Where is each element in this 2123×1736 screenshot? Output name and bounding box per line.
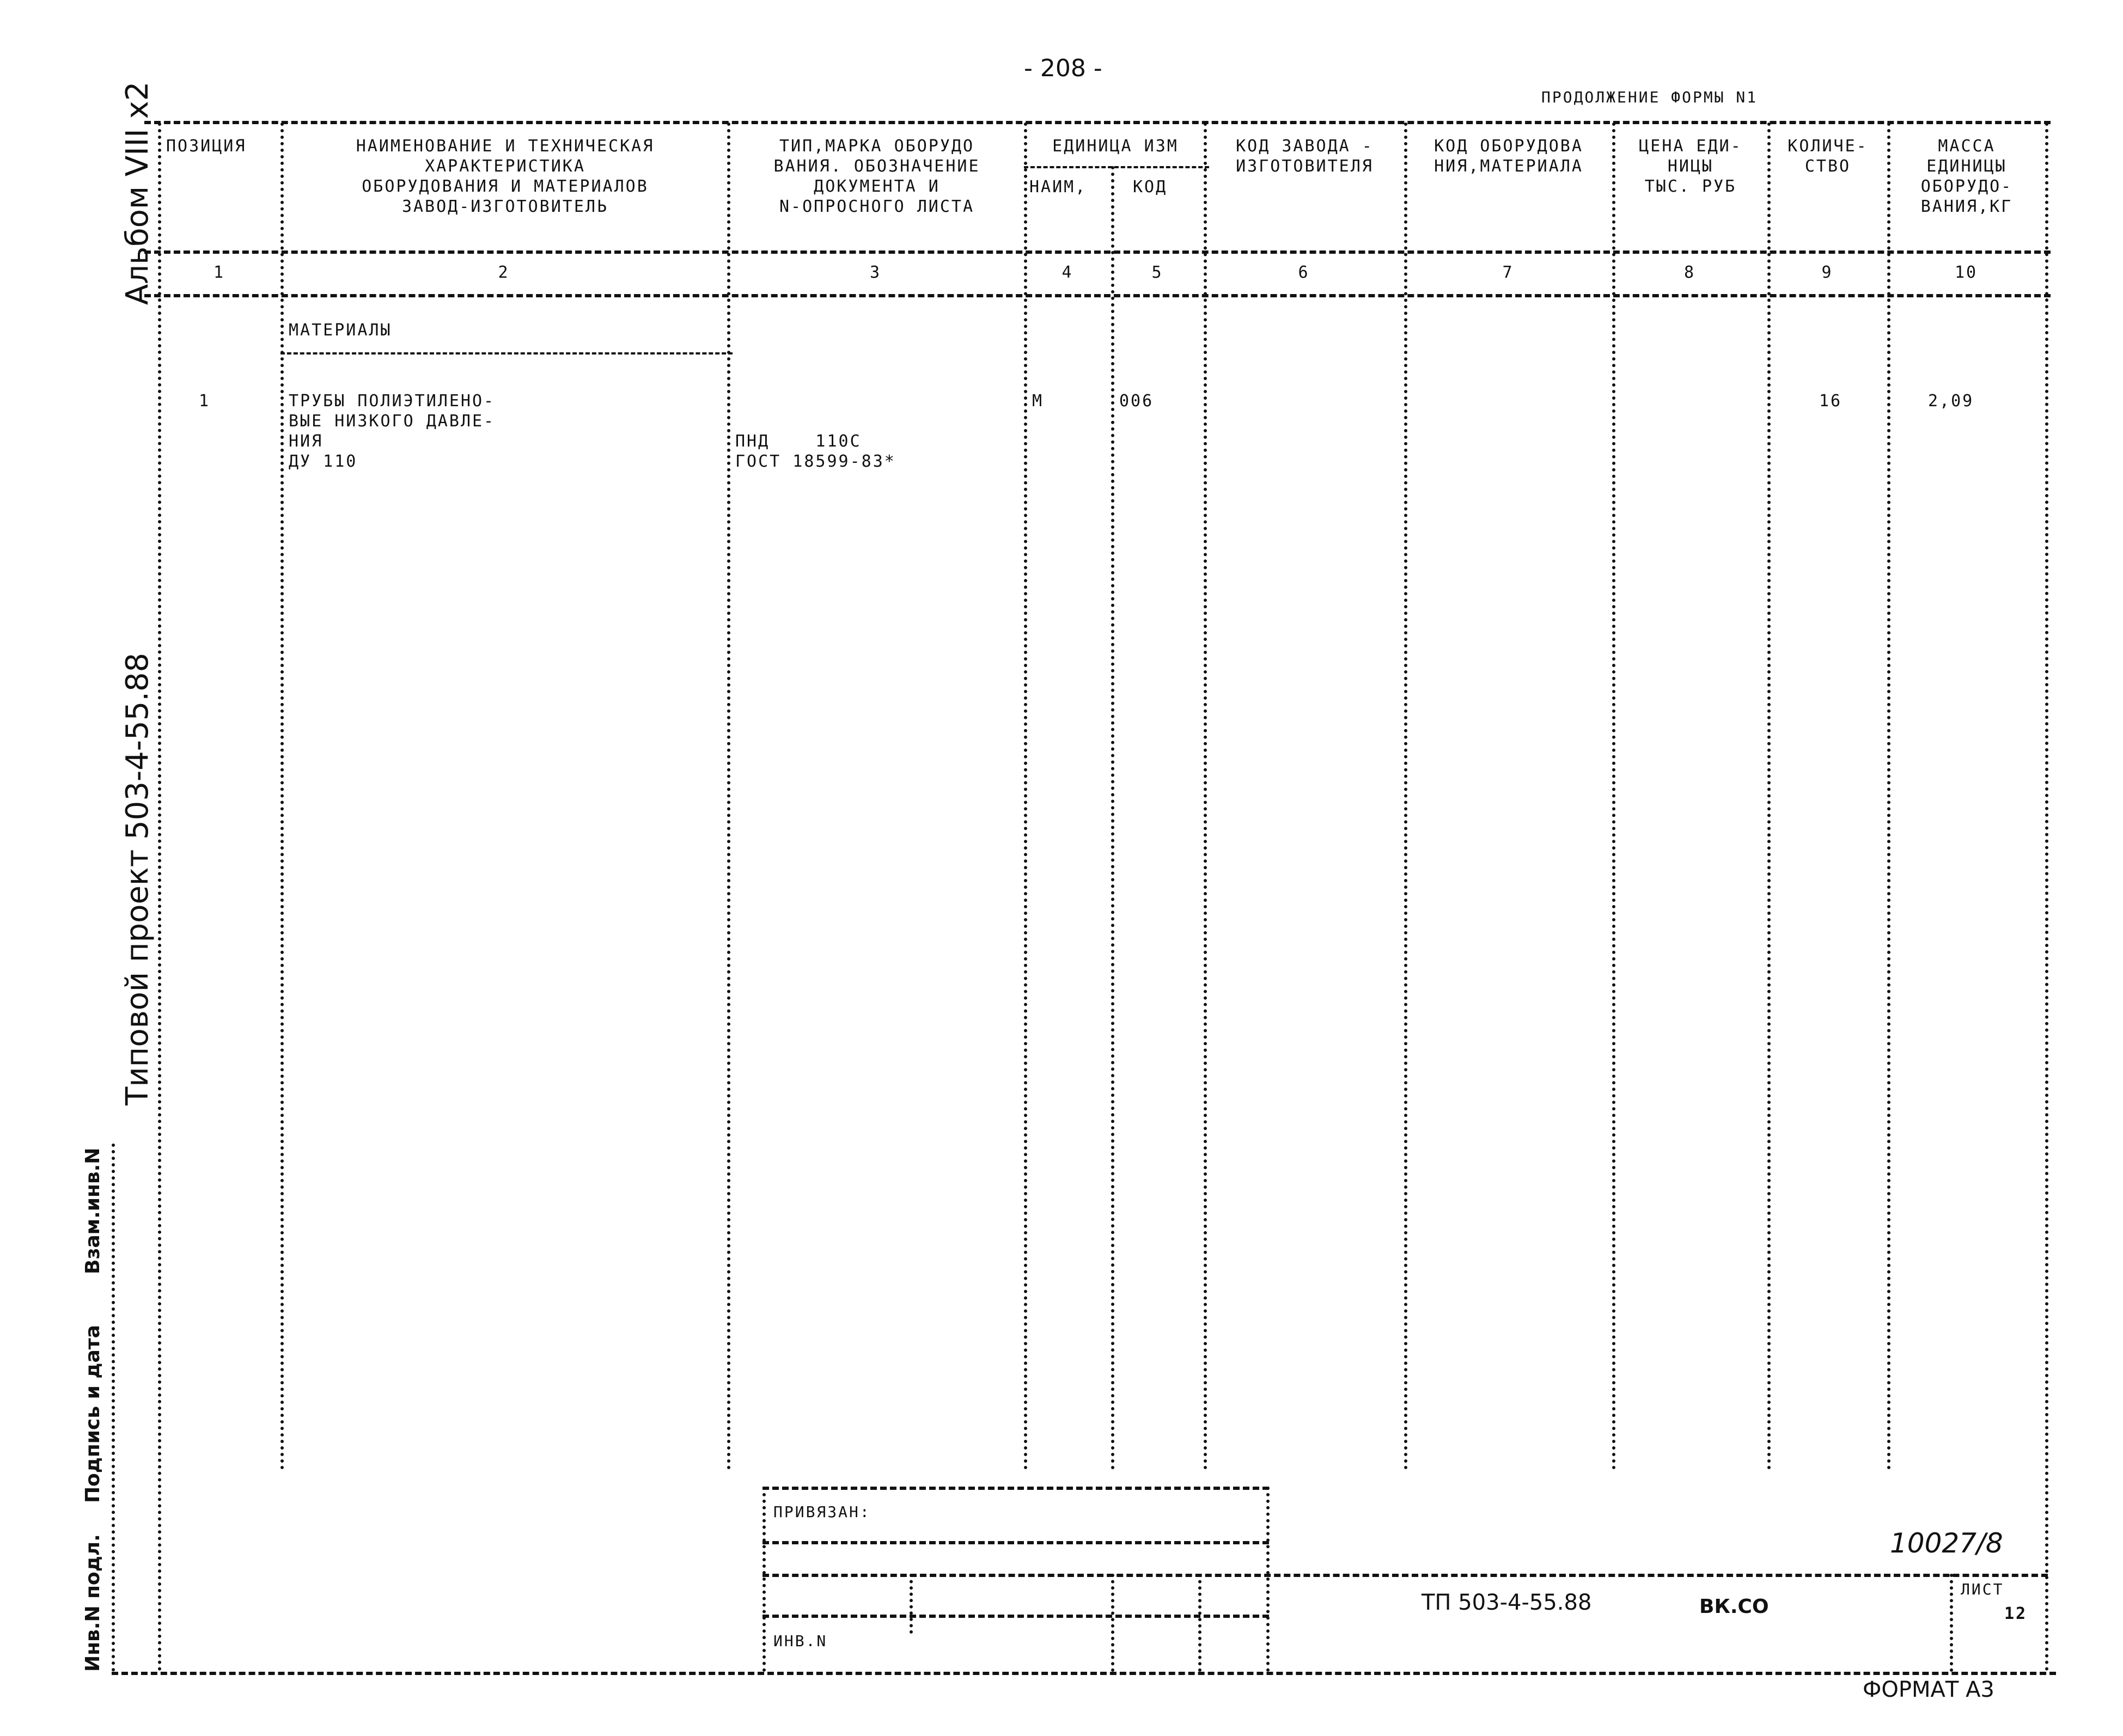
column-divider-5-6	[1204, 123, 1207, 1470]
column-number-1: 1	[213, 263, 225, 282]
table-left-border	[158, 123, 161, 1672]
column-divider-3-4	[1024, 123, 1027, 1470]
stamp-cell-divider-1	[910, 1574, 913, 1634]
column-number-4: 4	[1062, 263, 1073, 282]
table-right-border	[2045, 123, 2048, 1672]
column-divider-7-8	[1612, 123, 1615, 1470]
stamp-privyazan: ПРИВЯЗАН:	[773, 1503, 871, 1521]
section-title-underline	[280, 352, 733, 354]
page-bottom-border	[112, 1672, 2056, 1675]
stamp-left-border	[762, 1487, 766, 1672]
column-divider-9-10	[1887, 123, 1890, 1470]
header-unit-code: КОД	[1133, 178, 1168, 197]
format-label: ФОРМАТ А3	[1863, 1677, 1994, 1702]
row-quantity: 16	[1819, 392, 1843, 411]
row-unit-name: М	[1032, 392, 1044, 411]
sheet-cell-left-border	[1950, 1574, 1953, 1672]
header-bottom-border	[144, 250, 2051, 254]
column-number-9: 9	[1821, 263, 1833, 282]
column-divider-8-9	[1767, 123, 1771, 1470]
stamp-line-4	[762, 1615, 1269, 1618]
unit-subheader-divider	[1024, 166, 1209, 168]
row-name: ТРУБЫ ПОЛИЭТИЛЕНО- ВЫЕ НИЗКОГО ДАВЛЕ- НИЯ ДУ 110	[289, 392, 496, 471]
header-quantity: КОЛИЧЕ- СТВО	[1788, 137, 1868, 176]
column-number-6: 6	[1298, 263, 1310, 282]
row-unit-code: 006	[1119, 392, 1154, 411]
row-position: 1	[199, 392, 211, 411]
column-numbers-bottom-border	[144, 294, 2051, 297]
stamp-right-border	[1266, 1487, 1270, 1672]
margin-signature-label: Подпись и дата	[82, 1325, 104, 1503]
margin-album-label: Альбом VIII х2	[120, 81, 155, 305]
stamp-cell-divider-3	[1198, 1574, 1201, 1672]
row-type: ПНД 110С ГОСТ 18599-83*	[735, 432, 896, 471]
header-unit-name: НАИМ,	[1029, 178, 1087, 197]
header-type-mark: ТИП,МАРКА ОБОРУДО ВАНИЯ. ОБОЗНАЧЕНИЕ ДОКУМЕНТА И N-ОПРОСНОГО ЛИСТА	[773, 137, 980, 216]
stamp-line-3	[762, 1574, 2048, 1577]
column-number-3: 3	[869, 263, 882, 282]
stamp-inv-number: ИНВ.N	[773, 1632, 828, 1650]
table-top-border	[144, 121, 2051, 124]
header-equipment-code: КОД ОБОРУДОВА НИЯ,МАТЕРИАЛА	[1434, 137, 1583, 176]
margin-vzam-label: Взам.инв.N	[82, 1147, 104, 1274]
stamp-line-2	[762, 1541, 1269, 1544]
column-number-2: 2	[498, 263, 510, 282]
section-title: МАТЕРИАЛЫ	[289, 321, 392, 340]
row-mass: 2,09	[1928, 392, 1974, 411]
sheet-label: ЛИСТ	[1961, 1580, 2004, 1598]
column-divider-1-2	[280, 123, 284, 1470]
margin-divider-left	[112, 1144, 115, 1672]
header-position: ПОЗИЦИЯ	[166, 137, 247, 156]
document-mark: ВК.СО	[1699, 1596, 1769, 1618]
archive-number: 10027/8	[1890, 1527, 2003, 1559]
column-number-8: 8	[1683, 263, 1696, 282]
sheet-number: 12	[2004, 1604, 2028, 1623]
page-number: - 208 -	[1024, 54, 1102, 82]
header-name-characteristic: НАИМЕНОВАНИЕ И ТЕХНИЧЕСКАЯ ХАРАКТЕРИСТИКА ОБОРУДОВАНИЯ И МАТЕРИАЛОВ ЗАВОД-ИЗГОТОВИТЕЛЬ	[356, 137, 655, 216]
column-number-7: 7	[1502, 263, 1514, 282]
column-number-5: 5	[1151, 263, 1163, 282]
header-mass: МАССА ЕДИНИЦЫ ОБОРУДО- ВАНИЯ,КГ	[1920, 137, 2013, 216]
stamp-top-border	[762, 1487, 1269, 1490]
header-unit: ЕДИНИЦА ИЗМ	[1052, 137, 1179, 156]
project-code: ТП 503-4-55.88	[1422, 1590, 1592, 1615]
column-divider-4-5	[1111, 166, 1114, 1470]
column-divider-2-3	[727, 123, 730, 1470]
header-factory-code: КОД ЗАВОДА - ИЗГОТОВИТЕЛЯ	[1236, 137, 1374, 176]
header-unit-price: ЦЕНА ЕДИ- НИЦЫ ТЫС. РУБ	[1639, 137, 1742, 196]
column-number-10: 10	[1954, 263, 1978, 282]
margin-inv-podl-label: Инв.N подл.	[82, 1534, 104, 1672]
stamp-cell-divider-2	[1111, 1574, 1114, 1672]
margin-project-label: Типовой проект 503-4-55.88	[120, 652, 155, 1105]
form-continuation-label: ПРОДОЛЖЕНИЕ ФОРМЫ N1	[1541, 88, 1758, 106]
column-divider-6-7	[1404, 123, 1407, 1470]
